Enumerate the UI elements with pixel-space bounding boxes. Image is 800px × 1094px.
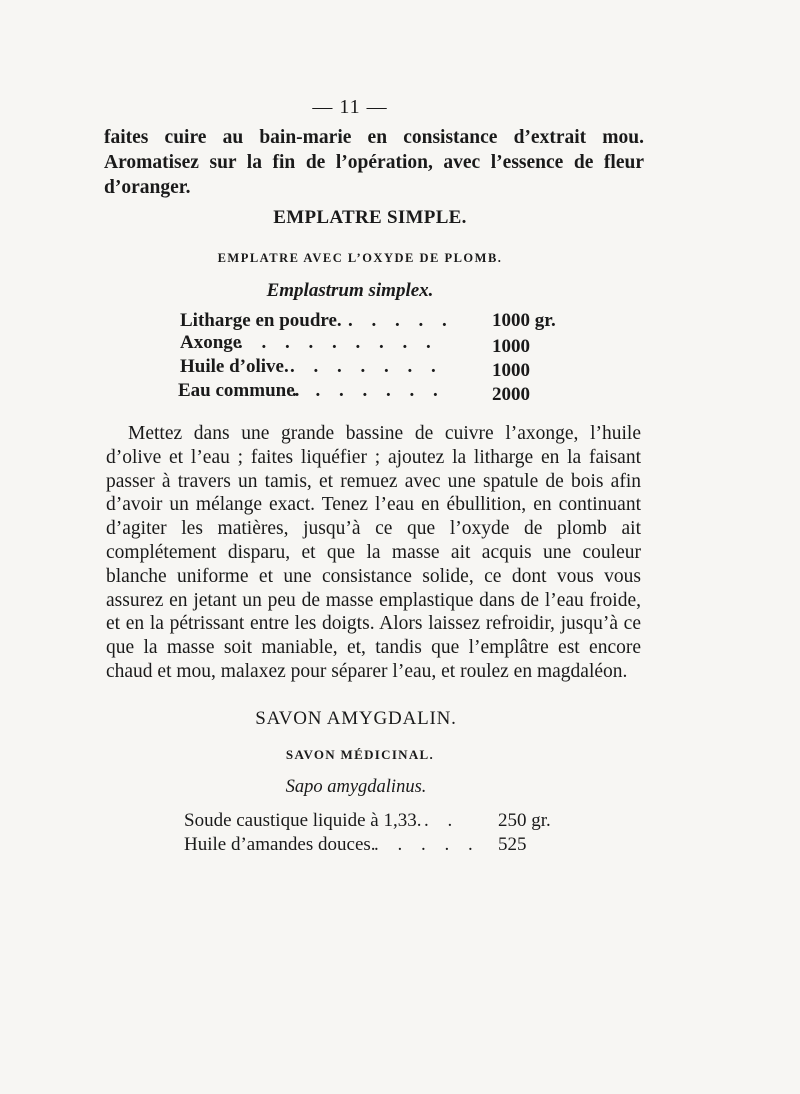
latin-name-savon: Sapo amygdalinus. [285, 777, 427, 797]
ingredient-leader: . . . . . [348, 310, 454, 331]
ingredient-name: Axonge [180, 332, 242, 353]
ingredient-list-savon [184, 810, 584, 860]
ingredient-name: Huile d’olive. [180, 356, 289, 377]
ingredient-quantity: 1000 [492, 336, 530, 357]
latin-name-emplatre: Emplastrum simplex. [266, 280, 434, 301]
ingredient-name: Huile d’amandes douces. [184, 834, 376, 855]
intro-paragraph: faites cuire au bain-marie en consistance d’extrait mou. Aromatisez sur la fin de l’opération, avec l’essence de fleur d’oranger. [104, 127, 644, 198]
ingredient-quantity: 1000 gr. [492, 310, 556, 331]
instructions-paragraph [106, 422, 641, 684]
instructions-text: Mettez dans une grande bassine de cuivre l’axonge, l’huile d’olive et l’eau ; faites liquéfier ; ajoutez la litharge en la faisant passer à travers un tamis, et remuez avec une spatule de bois afin d’avoir un mélange exact. Tenez l’eau en ébullition, en continuant d’agiter les matières, jusqu’à ce que l’oxyde de plomb ait complétement disparu, et que la masse ait acquis une couleur blanche uniforme et une consistance solide, ce dont vous vous assurez en jetant un peu de masse emplastique dans de l’eau froide, et en la pétrissant entre les doigts. Alors laissez refroidir, jusqu’à ce que la masse soit maniable, et, tandis que l’emplâtre est encore chaud et mou, malaxez pour séparer l’eau, et roulez en magdaléon. [106, 423, 641, 682]
section-subtitle-emplatre: EMPLATRE AVEC L’OXYDE DE PLOMB. [217, 251, 503, 265]
ingredient-name: Litharge en poudre. [180, 310, 342, 331]
section-title-savon: SAVON AMYGDALIN. [255, 708, 457, 729]
ingredient-leader: . . . . . . . [290, 356, 443, 377]
ingredient-quantity: 525 [498, 834, 527, 855]
ingredient-leader: . . . . . [374, 834, 480, 855]
ingredient-leader: . . . . . . . . . [238, 332, 438, 353]
page-number: — 11 — [312, 96, 388, 118]
section-subtitle-savon: SAVON MÉDICINAL. [285, 747, 435, 762]
ingredient-leader: . . . . . . . [292, 380, 445, 401]
ingredient-name: Soude caustique liquide à 1,33. [184, 810, 422, 831]
ingredient-leader: . . [424, 810, 460, 831]
ingredient-quantity: 250 gr. [498, 810, 551, 831]
ingredient-quantity: 2000 [492, 384, 530, 405]
ingredient-list-emplatre [180, 310, 580, 410]
section-title-emplatre: EMPLATRE SIMPLE. [273, 207, 467, 228]
ingredient-quantity: 1000 [492, 360, 530, 381]
ingredient-name: Eau commune. [178, 380, 300, 401]
